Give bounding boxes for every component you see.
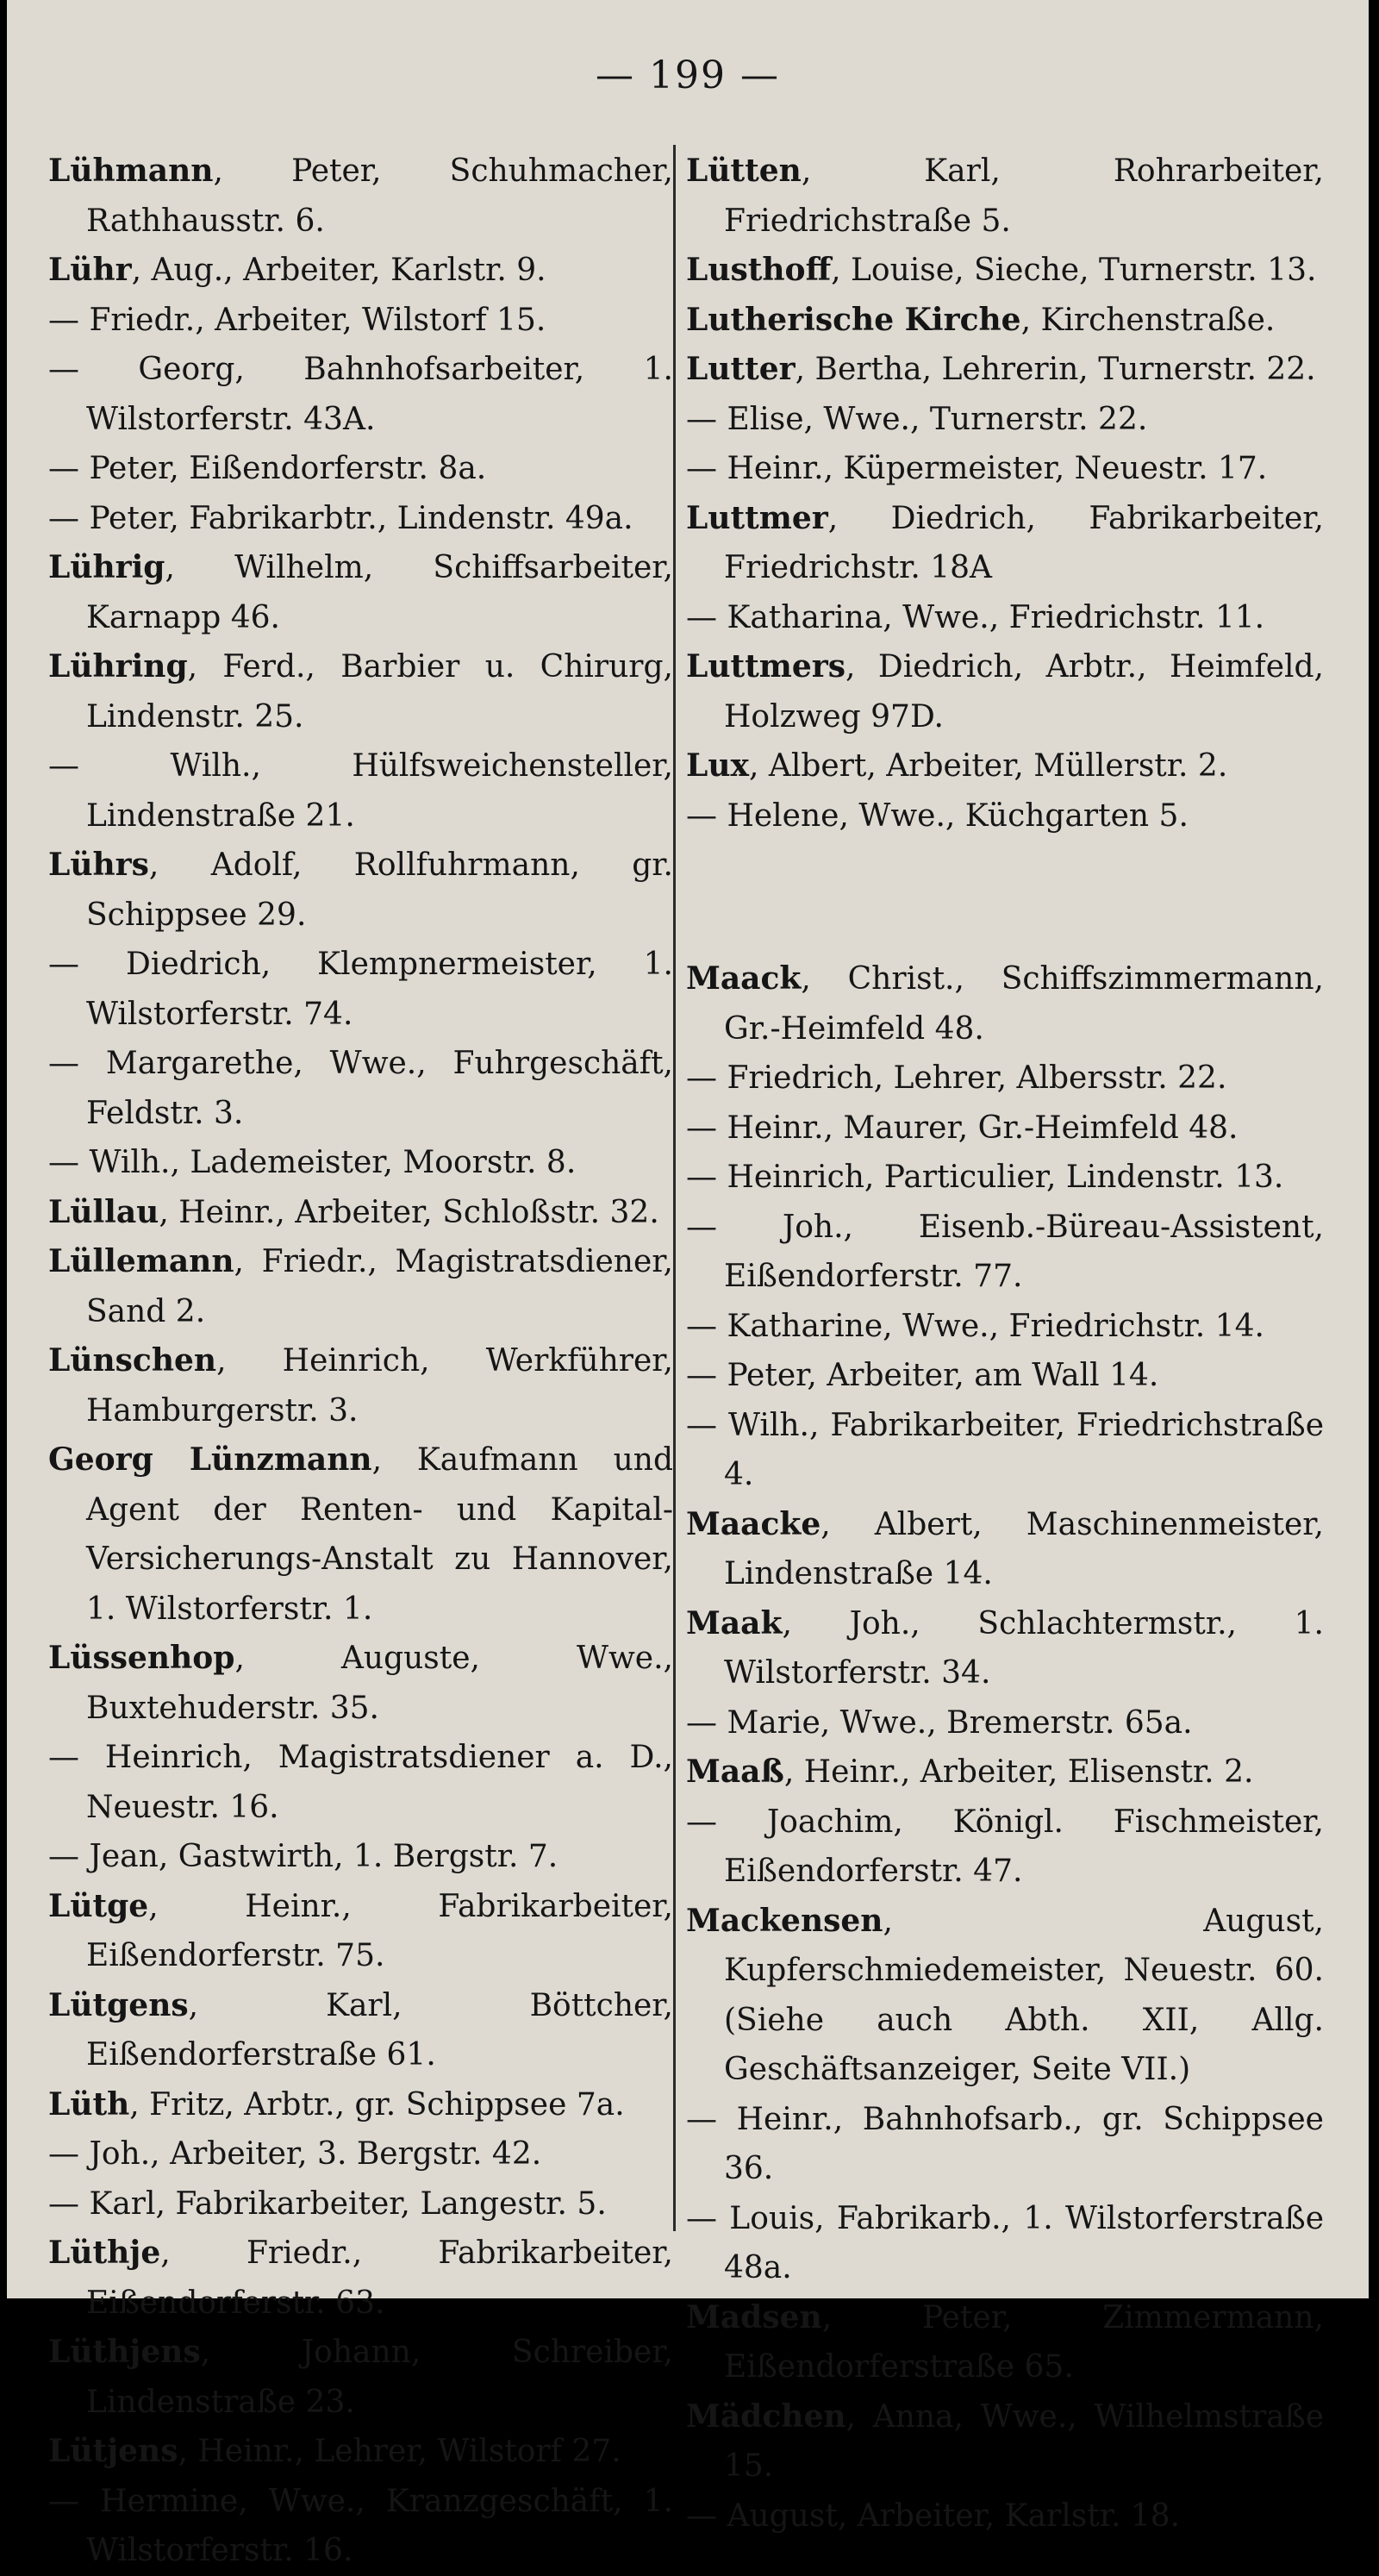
entry-details: — Helene, Wwe., Küchgarten 5. [686, 797, 1189, 834]
directory-entry [686, 1203, 1324, 1302]
entry-surname: Lüssenhop [48, 1640, 235, 1676]
entry-details: — Jean, Gastwirth, 1. Bergstr. 7. [48, 1839, 558, 1874]
directory-entry [48, 741, 673, 841]
right-column-m-section [686, 954, 1324, 2541]
entry-surname: Lütgens [48, 1986, 189, 2023]
directory-entry [686, 1054, 1324, 1104]
entry-surname: Lüthje [48, 2235, 161, 2271]
directory-entry [686, 494, 1324, 593]
entry-details: — Marie, Wwe., Bremerstr. 65a. [686, 1704, 1193, 1741]
entry-details: , Heinr., Arbeiter, Elisenstr. 2. [783, 1754, 1254, 1790]
entry-details: — Elise, Wwe., Turnerstr. 22. [686, 401, 1148, 437]
entry-surname: Luttmer [686, 499, 828, 536]
entry-surname: Lusthoff [686, 252, 832, 288]
directory-entry [48, 2427, 673, 2477]
directory-entry [48, 1882, 673, 1981]
entry-surname: Lütjens [48, 2433, 178, 2469]
directory-entry [686, 1698, 1324, 1748]
entry-surname: Lührig [48, 549, 165, 585]
entry-details: — Wilh., Lademeister, Moorstr. 8. [48, 1145, 577, 1180]
entry-details: — Joh., Eisenb.-Büreau-Assistent, Eißendorferstr. 77. [686, 1209, 1324, 1294]
entry-surname: Luttmers [686, 648, 845, 685]
entry-details: , Heinr., Fabrikarbeiter, Eißendorferstr. 75. [86, 1888, 673, 1973]
directory-entry [48, 494, 673, 544]
entry-details: , Kaufmann und Agent der Renten- und Kapital-Versicherungs-Anstalt zu Hannover, 1. Wilstorferstr. 1. [86, 1442, 673, 1627]
directory-entry [686, 1897, 1324, 2095]
directory-entry [686, 2392, 1324, 2492]
directory-entry [48, 1981, 673, 2080]
entry-details: , Heinrich, Werkführer, Hamburgerstr. 3. [86, 1343, 673, 1429]
directory-entry [686, 1599, 1324, 1698]
directory-entry [686, 147, 1324, 246]
directory-entry [686, 1500, 1324, 1599]
directory-entry [48, 543, 673, 642]
directory-entry [686, 296, 1324, 346]
entry-details: , Karl, Rohrarbeiter, Friedrichstraße 5. [724, 153, 1324, 239]
entry-details: — Wilh., Fabrikarbeiter, Friedrichstraße 4. [686, 1407, 1324, 1492]
entry-details: , Auguste, Wwe., Buxtehuderstr. 35. [86, 1641, 673, 1726]
right-column [686, 147, 1324, 2541]
entry-details: — Karl, Fabrikarbeiter, Langestr. 5. [48, 2185, 607, 2222]
directory-entry [48, 345, 673, 444]
directory-entry [686, 345, 1324, 395]
entry-details: — Heinr., Bahnhofsarb., gr. Schippsee 36. [686, 2101, 1324, 2186]
entry-surname: Lütten [686, 153, 802, 189]
entry-surname: Lühr [48, 252, 132, 288]
entry-details: — Friedrich, Lehrer, Albersstr. 22. [686, 1060, 1227, 1096]
directory-entry [48, 2229, 673, 2328]
directory-entry [686, 642, 1324, 741]
directory-entry [686, 2293, 1324, 2392]
directory-entry [686, 593, 1324, 643]
entry-surname: Maack [686, 960, 802, 997]
directory-entry [686, 1153, 1324, 1203]
entry-details: — Heinr., Maurer, Gr.-Heimfeld 48. [686, 1110, 1239, 1146]
entry-surname: Lüthjens [48, 2334, 201, 2370]
entry-details: , Friedr., Fabrikarbeiter, Eißendorferstr. 63. [86, 2235, 673, 2321]
directory-entry [686, 2194, 1324, 2293]
directory-entry [686, 246, 1324, 296]
directory-entry [686, 1798, 1324, 1897]
directory-entry [48, 1039, 673, 1138]
column-divider [673, 145, 676, 2231]
entry-details: — Georg, Bahnhofsarbeiter, 1. Wilstorferstr. 43A. [48, 352, 673, 437]
entry-details: , Christ., Schiffszimmermann, Gr.-Heimfeld 48. [724, 961, 1324, 1047]
directory-entry [686, 2095, 1324, 2194]
entry-details: — Louis, Fabrikarb., 1. Wilstorferstraße 48a. [686, 2200, 1324, 2285]
section-gap [686, 841, 1324, 954]
directory-entry [48, 147, 673, 246]
entry-details: — Friedr., Arbeiter, Wilstorf 15. [48, 302, 546, 338]
entry-details: — Margarethe, Wwe., Fuhrgeschäft, Feldstr. 3. [48, 1046, 673, 1131]
entry-details: , Heinr., Lehrer, Wilstorf 27. [178, 2434, 621, 2469]
entry-surname: Georg Lünzmann [48, 1441, 372, 1478]
entry-surname: Madsen [686, 2298, 822, 2335]
entry-surname: Mackensen [686, 1902, 883, 1939]
entry-surname: Lühmann [48, 153, 214, 189]
entry-details: , Fritz, Arbtr., gr. Schippsee 7a. [129, 2086, 625, 2123]
left-column [48, 147, 673, 2576]
entry-details: , Joh., Schlachtermstr., 1. Wilstorferstr. 34. [724, 1605, 1324, 1691]
entry-surname: Maaß [686, 1754, 784, 1790]
directory-entry [48, 642, 673, 741]
entry-details: , Peter, Schuhmacher, Rathhausstr. 6. [86, 153, 673, 239]
entry-surname: Maak [686, 1604, 783, 1641]
entry-details: , Wilhelm, Schiffsarbeiter, Karnapp 46. [86, 550, 673, 635]
directory-entry [48, 1832, 673, 1882]
entry-surname: Lühring [48, 648, 188, 685]
entry-details: , Anna, Wwe., Wilhelmstraße 15. [724, 2398, 1324, 2484]
directory-entry [686, 444, 1324, 494]
directory-entry [686, 1401, 1324, 1500]
entry-surname: Lüth [48, 2085, 130, 2123]
entry-surname: Lüllau [48, 1193, 159, 1230]
directory-entry [48, 1138, 673, 1188]
entry-details: , Kirchenstraße. [1020, 302, 1276, 338]
entry-details: — Heinr., Küpermeister, Neuestr. 17. [686, 451, 1268, 486]
entry-details: — Heinrich, Magistratsdiener a. D., Neuestr. 16. [48, 1740, 673, 1825]
directory-entry [686, 1104, 1324, 1154]
directory-entry [686, 1302, 1324, 1352]
entry-details: , Albert, Maschinenmeister, Lindenstraße 14. [724, 1506, 1324, 1591]
entry-details: , Peter, Zimmermann, Eißendorferstraße 65. [724, 2299, 1324, 2385]
entry-details: — Peter, Arbeiter, am Wall 14. [686, 1358, 1159, 1393]
entry-details: — Peter, Eißendorferstr. 8a. [48, 451, 487, 486]
directory-entry [686, 2492, 1324, 2542]
directory-entry [48, 1237, 673, 1336]
page-number: — 199 — [596, 53, 780, 97]
right-column-l-section [686, 147, 1324, 841]
entry-surname: Lutherische Kirche [686, 301, 1021, 338]
directory-entry [48, 1634, 673, 1733]
entry-details: , Bertha, Lehrerin, Turnerstr. 22. [795, 352, 1316, 387]
directory-entry [48, 841, 673, 940]
directory-entry [48, 246, 673, 296]
directory-entry [686, 791, 1324, 841]
entry-details: — Peter, Fabrikarbtr., Lindenstr. 49a. [48, 500, 633, 536]
directory-entry [48, 1733, 673, 1832]
entry-surname: Maacke [686, 1505, 821, 1542]
directory-entry [686, 954, 1324, 1054]
entry-details: — Hermine, Wwe., Kranzgeschäft, 1. Wilstorferstr. 16. [48, 2483, 673, 2568]
entry-details: , Johann, Schreiber, Lindenstraße 23. [86, 2335, 673, 2420]
entry-details: , August, Kupferschmiedemeister, Neuestr. 60. (Siehe auch Abth. XII, Allg. Geschäftsanzeiger, Seite VII.) [724, 1903, 1324, 2087]
entry-details: , Diedrich, Fabrikarbeiter, Friedrichstr. 18A [724, 500, 1324, 585]
entry-surname: Lührs [48, 847, 149, 883]
directory-entry [686, 395, 1324, 445]
entry-surname: Lutter [686, 351, 796, 387]
entry-details: — Heinrich, Particulier, Lindenstr. 13. [686, 1160, 1284, 1195]
directory-entry [48, 2328, 673, 2427]
entry-surname: Lüllemann [48, 1243, 234, 1279]
directory-entry [48, 940, 673, 1039]
directory-page [7, 0, 1369, 2568]
entry-details: — August, Arbeiter, Karlstr. 18. [686, 2498, 1181, 2534]
entry-details: , Ferd., Barbier u. Chirurg, Lindenstr. 25. [86, 649, 673, 735]
directory-entry [48, 2477, 673, 2576]
directory-entry [48, 1336, 673, 1435]
entry-details: , Karl, Böttcher, Eißendorferstraße 61. [86, 1987, 673, 2073]
entry-details: , Albert, Arbeiter, Müllerstr. 2. [748, 748, 1228, 784]
entry-details: — Diedrich, Klempnermeister, 1. Wilstorferstr. 74. [48, 947, 673, 1032]
entry-details: , Adolf, Rollfuhrmann, gr. Schippsee 29. [86, 847, 673, 933]
directory-entry [48, 1188, 673, 1238]
entry-details: , Friedr., Magistratsdiener, Sand 2. [86, 1244, 673, 1329]
entry-details: , Heinr., Arbeiter, Schloßstr. 32. [159, 1194, 659, 1230]
entry-surname: Lünschen [48, 1342, 217, 1379]
directory-entry [48, 2129, 673, 2179]
entry-details: — Joh., Arbeiter, 3. Bergstr. 42. [48, 2136, 542, 2172]
entry-surname: Lux [686, 747, 749, 784]
directory-entry [48, 296, 673, 346]
entry-details: — Katharine, Wwe., Friedrichstr. 14. [686, 1308, 1264, 1344]
directory-entry [686, 1351, 1324, 1401]
directory-entry [686, 741, 1324, 791]
entry-details: — Katharina, Wwe., Friedrichstr. 11. [686, 599, 1265, 635]
entry-surname: Lütge [48, 1887, 149, 1924]
directory-entry [686, 1748, 1324, 1798]
entry-details: — Joachim, Königl. Fischmeister, Eißendorferstr. 47. [686, 1804, 1324, 1889]
entry-details: — Wilh., Hülfsweichensteller, Lindenstraße 21. [48, 748, 673, 834]
directory-entry [48, 444, 673, 494]
entry-details: , Diedrich, Arbtr., Heimfeld, Holzweg 97D. [724, 649, 1324, 735]
directory-entry [48, 2179, 673, 2229]
directory-entry [48, 2080, 673, 2130]
entry-details: , Louise, Sieche, Turnerstr. 13. [831, 253, 1317, 288]
entry-details: , Aug., Arbeiter, Karlstr. 9. [131, 253, 546, 288]
directory-entry [48, 1435, 673, 1634]
entry-surname: Mädchen [686, 2398, 846, 2435]
